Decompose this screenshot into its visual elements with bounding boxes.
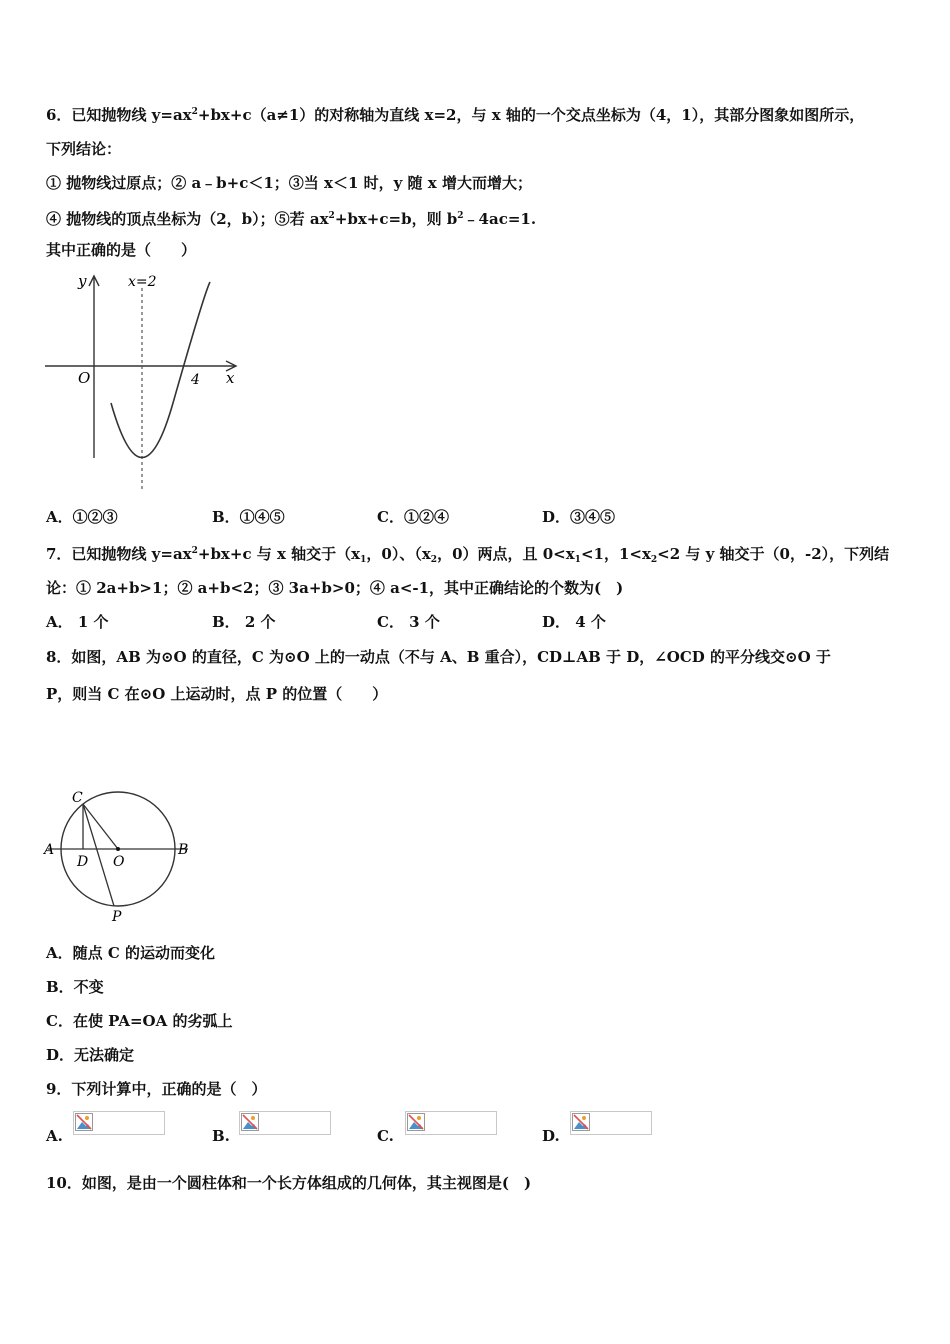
q7-option-b[interactable]: B． 2 个 [212,613,276,631]
q10-stem-line1: 10．如图，是由一个圆柱体和一个长方体组成的几何体，其主视图是( ) [46,1174,532,1192]
q9-option-c-label[interactable]: C. [377,1127,394,1145]
q7-option-d[interactable]: D． 4 个 [542,613,606,631]
q8-option-b[interactable]: B．不变 [46,978,104,996]
symmetry-axis-label: x=2 [128,274,157,290]
q8-option-a[interactable]: A．随点 C 的运动而变化 [46,944,216,962]
q7-option-c[interactable]: C． 3 个 [377,613,440,631]
q9-option-a-image[interactable] [73,1111,165,1135]
q9-option-b-label[interactable]: B. [212,1127,230,1145]
q9-option-c-image[interactable] [405,1111,497,1135]
label-p: P [112,909,122,925]
broken-image-icon [241,1113,259,1131]
q9-option-a-label[interactable]: A. [46,1127,63,1145]
broken-image-icon [572,1113,590,1131]
q8-option-d[interactable]: D．无法确定 [46,1046,135,1064]
q6-stem-line3: ① 抛物线过原点；② a﹣b+c＜1；③当 x＜1 时，y 随 x 增大而增大； [46,174,532,192]
q6-option-d[interactable]: D．③④⑤ [542,508,616,526]
center-point [116,847,120,851]
label-o: O [113,854,125,870]
q7-stem-line1: 7．已知抛物线 $y=ax^2+bx+c$ 与 x 轴交于（$x_1$，0）、（$x_2$，0）两点，且 $0<x_1<1$，$1<x_2<2$ 与 y 轴交于（0，-2），下列结 [46,545,890,565]
broken-image-icon [407,1113,425,1131]
label-a: A [44,842,55,858]
q6-option-b[interactable]: B．①④⑤ [212,508,285,526]
segment-co [83,804,118,849]
q6-stem-line2: 下列结论： [46,140,122,158]
q9-option-b-image[interactable] [239,1111,331,1135]
q6-stem-line1: 6．已知抛物线 $y=ax^2+bx+c(a\ne 1)$的对称轴为直线 x=2，与 x 轴的一个交点坐标为（4，1），其部分图象如图所示， [46,106,865,124]
label-b: B [178,842,189,858]
q6-stem-line4: ④ 抛物线的顶点坐标为（2，b）；⑤若 $ax^2+bx+c=b$，则 $b^2﹣4ac=1$. [46,210,537,228]
parabola-curve [111,282,210,458]
q6-option-a[interactable]: A．①②③ [46,508,118,526]
q8-option-c[interactable]: C．在使 PA=OA 的劣弧上 [46,1012,233,1030]
x-axis-label: x [226,369,235,387]
q7-option-a[interactable]: A． 1 个 [46,613,109,631]
q9-option-d-image[interactable] [570,1111,652,1135]
label-d: D [77,854,89,870]
q9-option-d-label[interactable]: D. [542,1127,560,1145]
parabola-graph [40,268,250,498]
broken-image-icon [75,1113,93,1131]
q8-stem-line2: P，则当 C 在⊙O 上运动时，点 P 的位置（ ） [46,685,388,703]
y-axis-label: y [78,272,87,290]
q9-stem-line1: 9．下列计算中，正确的是（ ） [46,1080,267,1098]
q6-option-c[interactable]: C．①②④ [377,508,449,526]
root-label: 4 [191,372,200,388]
q6-stem-line5: 其中正确的是（ ） [46,241,197,259]
label-c: C [72,790,83,806]
q8-stem-line1: 8．如图，AB 为⊙O 的直径，C 为⊙O 上的一动点（不与 A、B 重合），CD⊥AB 于 D，∠OCD 的平分线交⊙O 于 [46,648,831,666]
q7-stem-line2: 论：① 2a+b>1；② a+b<2；③ 3a+b>0；④ a<-1，其中正确结论的个数为( ) [46,579,624,597]
origin-label: O [78,369,91,387]
circle-figure [40,782,200,928]
